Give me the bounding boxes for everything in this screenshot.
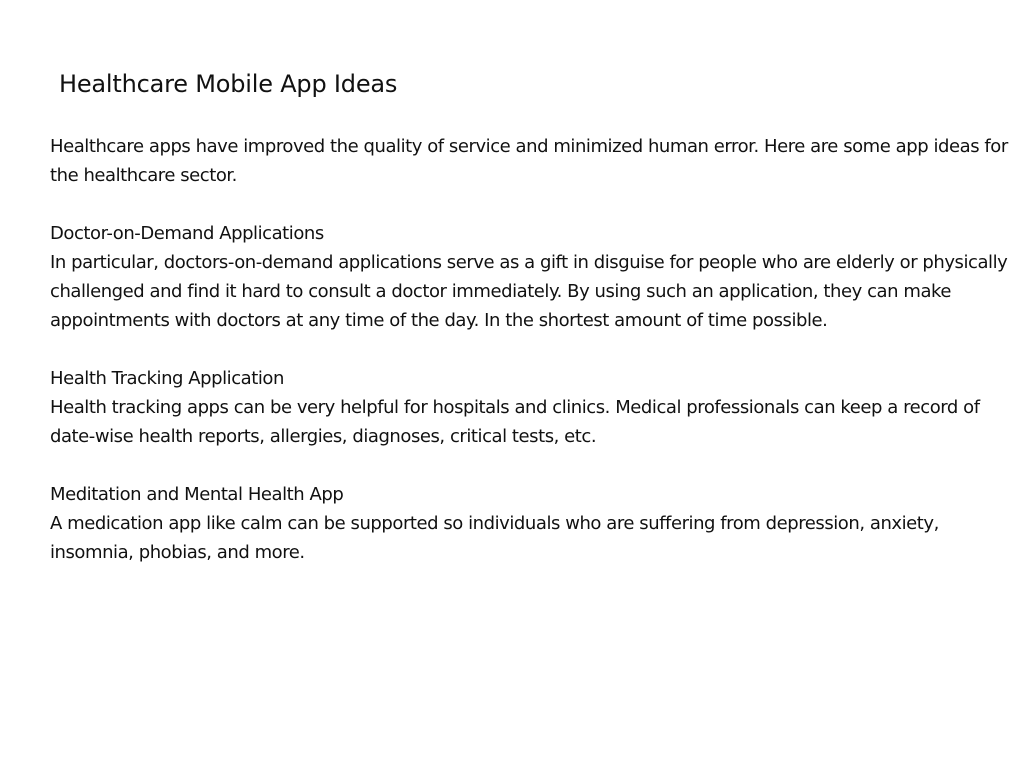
section-heading: Doctor-on-Demand Applications xyxy=(50,223,324,244)
section-body: Health tracking apps can be very helpful for hospitals and clinics. Medical professionals can keep a record of date-wise health reports, allergies, diagnoses, critical tests, etc. xyxy=(50,397,980,447)
section-health-tracking xyxy=(50,364,1010,451)
section-meditation xyxy=(50,480,1010,567)
section-heading: Meditation and Mental Health App xyxy=(50,484,344,505)
section-doctor-on-demand xyxy=(50,219,1010,335)
section-body: A medication app like calm can be supported so individuals who are suffering from depression, anxiety, insomnia, phobias, and more. xyxy=(50,513,939,563)
article-body xyxy=(50,132,1010,567)
intro-paragraph: Healthcare apps have improved the quality of service and minimized human error. Here are some app ideas for the healthcare sector. xyxy=(50,136,1008,186)
page-title: Healthcare Mobile App Ideas xyxy=(59,70,398,98)
section-heading: Health Tracking Application xyxy=(50,368,284,389)
section-body: In particular, doctors-on-demand applications serve as a gift in disguise for people who are elderly or physically challenged and find it hard to consult a doctor immediately. By using such an application, they can make appointments with doctors at any time of the day. In the shortest amount of time possible. xyxy=(50,252,1008,331)
